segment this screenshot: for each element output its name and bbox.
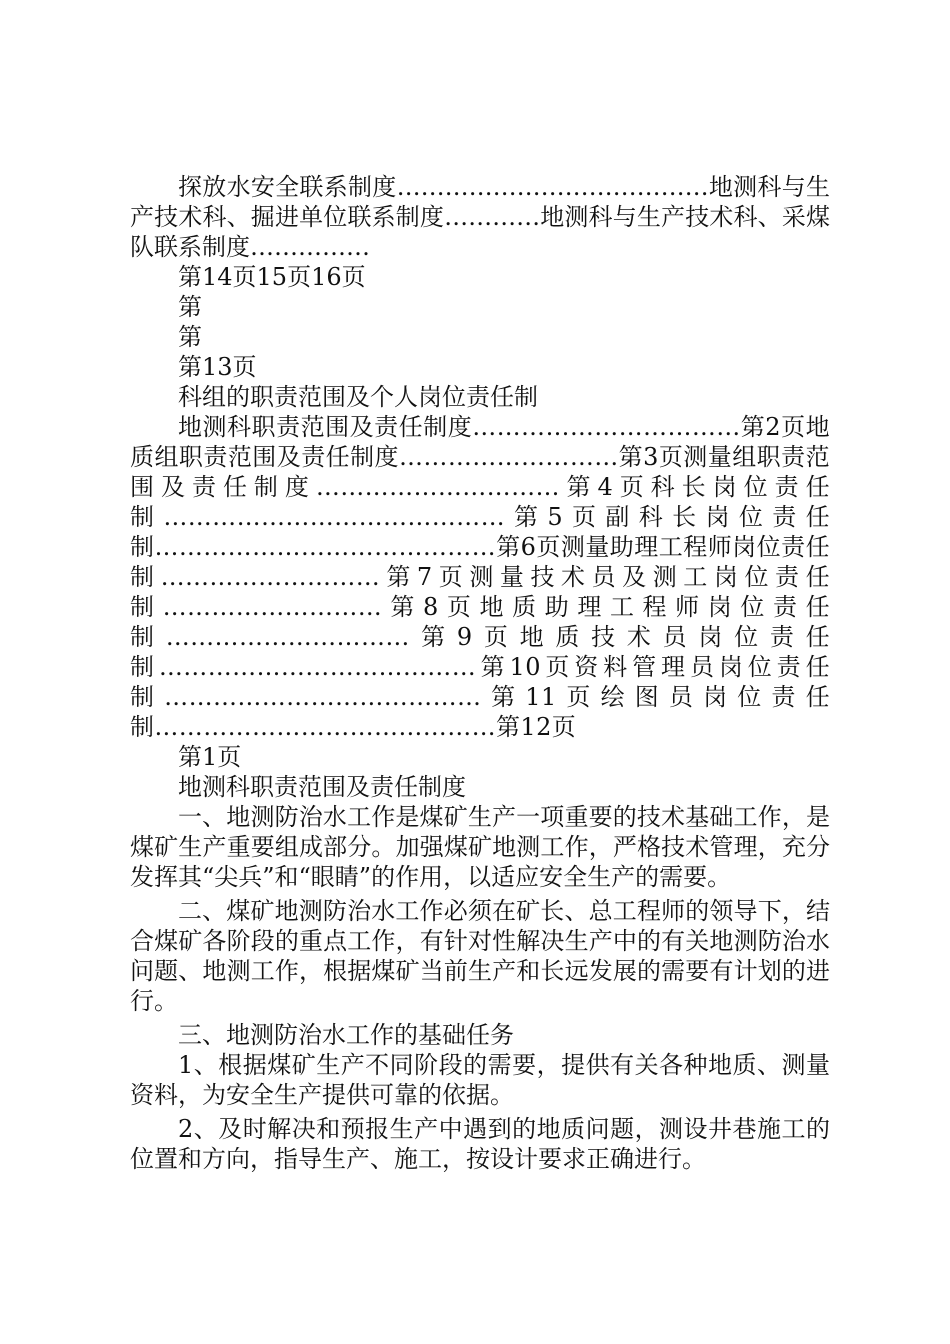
- toc-entries: 地测科职责范围及责任制度……………………………第2页地质组职责范围及责任制度………………………第3页测量组职责范围及责任制度…………………………第4页科长岗位责任制……………………………………第5页副科长岗位责任制……………………………………第6页测量助理工程师岗位责任制………………………第7页测量技术员及测工岗位责任制………………………第8页地质助理工程师岗位责任制…………………………第9页地质技术员岗位责任制…………………………………第10页资料管理员岗位责任制…………………………………第11页绘图员岗位责任制……………………………………第12页: [130, 413, 830, 741]
- body-paragraph: 一、地测防治水工作是煤矿生产一项重要的技术基础工作，是煤矿生产重要组成部分。加强煤矿地测工作，严格技术管理，充分发挥其“尖兵”和“眼睛”的作用，以适应安全生产的需要。: [130, 803, 830, 891]
- section-title: 地测科职责范围及责任制度: [178, 773, 466, 801]
- list-item: 2、及时解决和预报生产中遇到的地质问题，测设井巷施工的位置和方向，指导生产、施工，按设计要求正确进行。: [130, 1115, 830, 1173]
- table-of-contents: [130, 412, 830, 742]
- page-number-line: 第14页15页16页: [178, 263, 366, 291]
- contact-system-toc-entry: 探放水安全联系制度…………………………………地测科与生产技术科、掘进单位联系制度…………地测科与生产技术科、采煤队联系制度……………: [130, 173, 830, 261]
- section-heading: 科组的职责范围及个人岗位责任制: [178, 383, 538, 411]
- body-paragraph: 三、地测防治水工作的基础任务: [178, 1021, 514, 1049]
- page-fragment: 第: [178, 293, 202, 321]
- body-paragraph: 二、煤矿地测防治水工作必须在矿长、总工程师的领导下，结合煤矿各阶段的重点工作，有针对性解决生产中的有关地测防治水问题、地测工作，根据煤矿当前生产和长远发展的需要有计划的进行。: [130, 897, 830, 1015]
- page-number-line: 第13页: [178, 353, 257, 381]
- page-fragment: 第: [178, 323, 202, 351]
- page-number-line: 第1页: [178, 743, 242, 771]
- document-body: [130, 172, 830, 1174]
- list-item: 1、根据煤矿生产不同阶段的需要，提供有关各种地质、测量资料，为安全生产提供可靠的依据。: [130, 1051, 830, 1109]
